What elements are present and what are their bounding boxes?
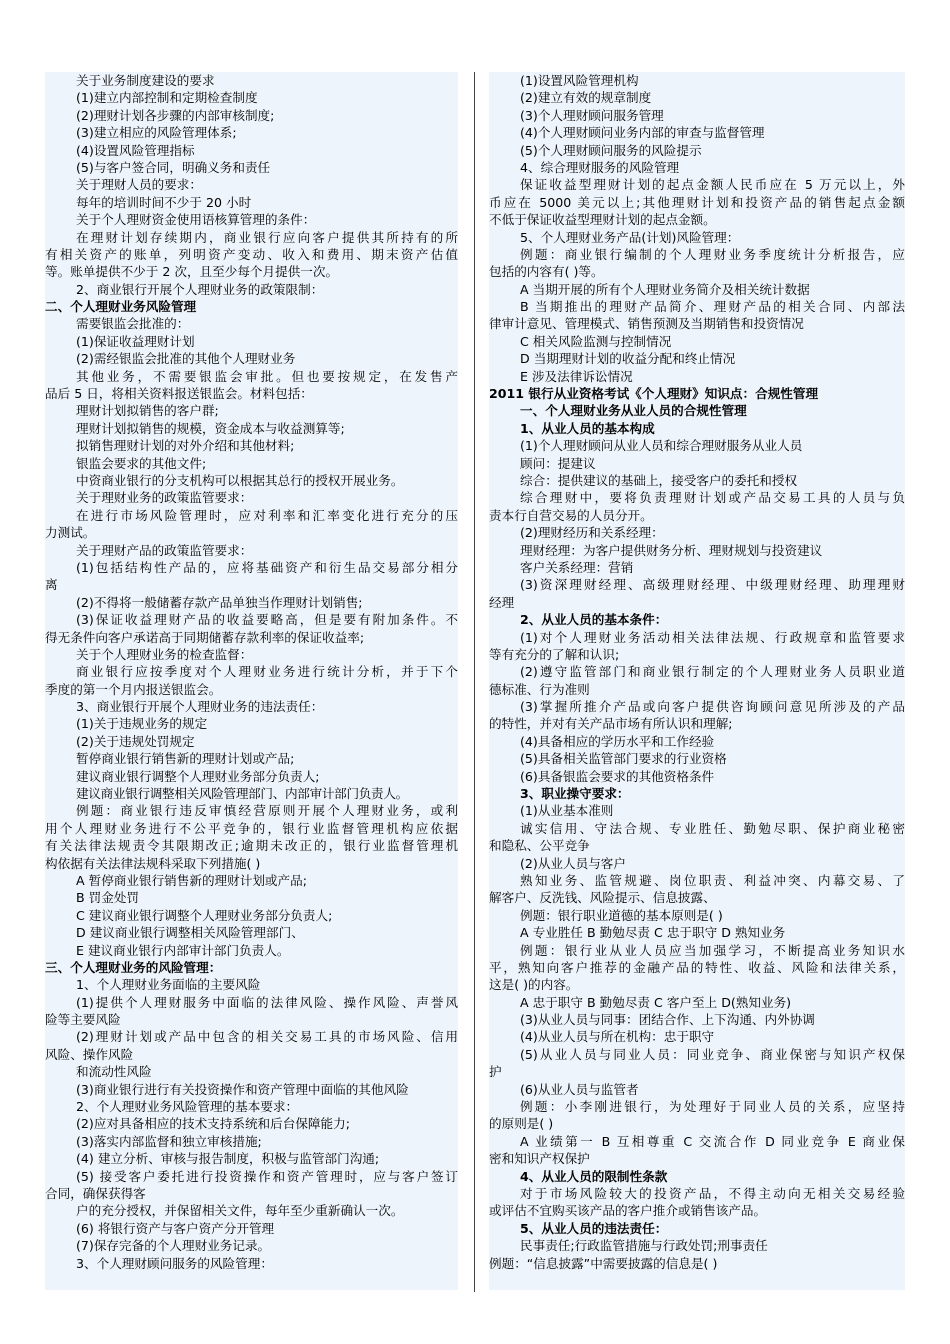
left-text-line: 力测试。 [45, 525, 96, 541]
left-text-line: (2)需经银监会批准的其他个人理财业务 [76, 351, 296, 367]
right-text-line: 1、从业人员的基本构成 [520, 420, 655, 436]
left-text-line: 理财计划拟销售的规模，资金成本与收益测算等; [76, 420, 345, 436]
right-text-line: 2011 银行从业资格考试《个人理财》知识点：合规性管理 [489, 386, 819, 402]
right-text-line: B 当期推出的理财产品简介、理财产品的相关合同、内部法 [520, 299, 905, 315]
left-text-line: 每年的培训时间不少于 20 小时 [76, 194, 252, 210]
right-text-line: 例题：商业银行编制的个人理财业务季度统计分析报告，应 [520, 246, 905, 262]
left-text-line: D 建议商业银行调整相关风险管理部门、 [76, 925, 304, 941]
right-text-line: (1)设置风险管理机构 [520, 73, 639, 88]
right-text-line: 币应在 5000 美元以上;其他理财计划和投资产品的销售起点金额 [489, 194, 905, 210]
right-column [489, 72, 905, 1290]
left-text-line: A 暂停商业银行销售新的理财计划或产品; [76, 872, 307, 888]
right-text-line: 的特性，并对有关产品市场有所认识和理解; [489, 716, 733, 732]
right-text-line: 5、个人理财业务产品(计划)风险管理： [520, 229, 740, 245]
right-text-line: (2)建立有效的规章制度 [520, 90, 652, 106]
left-text-line: 险等主要风险 [45, 1012, 121, 1028]
right-text-line: D 当期理财计划的收益分配和终止情况 [520, 351, 736, 367]
left-text-line: 关于业务制度建设的要求 [76, 73, 215, 88]
left-text-line: 关于理财产品的政策监管要求： [76, 542, 253, 558]
left-text-line: 户的充分授权，并保留相关文件，每年至少重新确认一次。 [76, 1203, 404, 1219]
right-text-line: A 当期开展的所有个人理财业务简介及相关统计数据 [520, 281, 810, 297]
left-text-line: 例题：商业银行违反审慎经营原则开展个人理财业务，或利 [76, 803, 458, 819]
right-text-line: A 业绩第一 B 互相尊重 C 交流合作 D 同业竞争 E 商业保 [520, 1133, 905, 1149]
left-text-line: 建议商业银行调整相关风险管理部门、内部审计部门负责人。 [76, 786, 408, 802]
right-text-line: 4、综合理财服务的风险管理 [520, 159, 680, 175]
left-text-line: (4) 建立分析、审核与报告制度，积极与监管部门沟通; [76, 1151, 380, 1167]
left-text-line: 需要银监会批准的： [76, 316, 190, 332]
left-text-line: 3、个人理财顾问服务的风险管理： [76, 1255, 273, 1271]
left-text-line: 在理财计划存续期内，商业银行应向客户提供其所持有的所 [76, 229, 458, 245]
left-text-line: (6) 将银行资产与客户资产分开管理 [76, 1220, 275, 1236]
left-text-line: 等。账单提供不少于 2 次，且至少每个月提供一次。 [45, 264, 339, 280]
left-text-line: 关于理财业务的政策监管要求： [76, 490, 253, 506]
left-text-line: 中资商业银行的分支机构可以根据其总行的授权开展业务。 [76, 472, 404, 488]
right-text-line: (4)具备相应的学历水平和工作经验 [520, 733, 715, 749]
right-text-line: (4)个人理财顾问业务内部的审查与监督管理 [520, 125, 765, 141]
right-text-line: 保证收益型理财计划的起点金额人民币应在 5 万元以上，外 [520, 177, 905, 193]
column-divider [474, 72, 475, 1292]
right-text-line: 经理 [489, 594, 515, 610]
right-text-line: 5、从业人员的违法责任： [520, 1220, 668, 1236]
right-text-line: 顾问：提建议 [520, 455, 596, 471]
left-text-line: 构依据有关法律法规科采取下列措施( ) [45, 855, 261, 871]
left-text-line: 品后 5 日，将相关资料报送银监会。材料包括： [45, 386, 313, 402]
right-text-line: (6)从业人员与监管者 [520, 1081, 639, 1097]
left-text-line: 季度的第一个月内报送银监会。 [45, 681, 222, 697]
right-text-line: A 专业胜任 B 勤勉尽责 C 忠于职守 D 熟知业务 [520, 925, 786, 941]
right-text-line: 客户关系经理：营销 [520, 559, 634, 575]
right-text-line: C 相关风险监测与控制情况 [520, 333, 672, 349]
left-text-line: 暂停商业银行销售新的理财计划或产品; [76, 751, 295, 767]
right-text-line: (5)从业人员与同业人员：同业竞争、商业保密与知识产权保 [520, 1046, 905, 1062]
right-text-line: 例题：小李刚进银行，为处理好于同业人员的关系，应坚持 [520, 1099, 905, 1115]
right-text-line: 或评估不宜购买该产品的客户推介或销售该产品。 [489, 1203, 767, 1219]
left-text-line: (1)包括结构性产品的，应将基础资产和衍生品交易部分相分 [76, 559, 458, 575]
right-text-line: 这是( )的内容。 [489, 977, 579, 993]
right-text-line: (3)资深理财经理、高级理财经理、中级理财经理、助理理财 [520, 577, 905, 593]
right-text-line: 责本行自营交易的人员分开。 [489, 507, 653, 523]
right-text-line: 例题：“信息披露”中需要披露的信息是( ) [489, 1255, 718, 1271]
left-text-line: 商业银行应按季度对个人理财业务进行统计分析，并于下个 [76, 664, 458, 680]
left-text-line: (4)设置风险管理指标 [76, 142, 195, 158]
left-text-line: 1、个人理财业务面临的主要风险 [76, 977, 261, 993]
left-text-line: 二、个人理财业务风险管理 [45, 299, 197, 315]
right-text-line: 诚实信用、守法合规、专业胜任、勤勉尽职、保护商业秘密 [520, 820, 905, 836]
right-text-line: 综合：提供建议的基础上，接受客户的委托和授权 [520, 472, 798, 488]
left-text-line: (1)建立内部控制和定期检查制度 [76, 90, 258, 106]
left-text-line: 关于个人理财业务的检查监督： [76, 646, 253, 662]
right-text-line: (3)掌握所推介产品或向客户提供咨询顾问意见所涉及的产品 [520, 699, 905, 715]
left-text-line: (3)商业银行进行有关投资操作和资产管理中面临的其他风险 [76, 1081, 409, 1097]
right-text-line: 等有充分的了解和认识; [489, 646, 620, 662]
left-text-line: B 罚金处罚 [76, 890, 140, 906]
left-text-line: (1)关于违规业务的规定 [76, 716, 208, 732]
left-column [45, 72, 458, 1290]
left-text-line: E 建议商业银行内部审计部门负责人。 [76, 942, 290, 958]
right-text-line: (3)个人理财顾问服务管理 [520, 107, 664, 123]
left-text-line: C 建议商业银行调整个人理财业务部分负责人; [76, 907, 333, 923]
left-text-line: (7)保存完备的个人理财业务记录。 [76, 1238, 271, 1254]
left-text-line: 有关法律法规责令其限期改正;逾期未改正的，银行业监督管理机 [45, 838, 458, 854]
left-text-line: (1)提供个人理财服务中面临的法律风险、操作风险、声誉风 [76, 994, 458, 1010]
right-text-line: 包括的内容有( )等。 [489, 264, 604, 280]
left-text-line: 用个人理财业务进行不公平竞争的，银行业监督管理机构应依据 [45, 820, 458, 836]
right-text-line: (2)从业人员与客户 [520, 855, 626, 871]
left-text-line: 建议商业银行调整个人理财业务部分负责人; [76, 768, 320, 784]
left-text-line: (1)保证收益理财计划 [76, 333, 195, 349]
right-text-line: 不低于保证收益型理财计划的起点金额。 [489, 212, 716, 228]
right-text-line: 的原则是( ) [489, 1116, 554, 1132]
left-text-line: (2)理财计划各步骤的内部审核制度; [76, 107, 275, 123]
right-text-line: (2)理财经历和关系经理： [520, 525, 664, 541]
left-text-line: (2)理财计划或产品中包含的相关交易工具的市场风险、信用 [76, 1029, 458, 1045]
left-text-line: 在进行市场风险管理时，应对利率和汇率变化进行充分的压 [76, 507, 458, 523]
right-text-line: 密和知识产权保护 [489, 1151, 590, 1167]
left-text-line: 2、个人理财业务风险管理的基本要求： [76, 1099, 299, 1115]
right-text-line: 解客户、反洗钱、风险提示、信息披露、 [489, 890, 716, 906]
left-text-line: 理财计划拟销售的客户群; [76, 403, 219, 419]
right-text-line: 2、从业人员的基本条件： [520, 612, 668, 628]
left-text-line: 三、个人理财业务的风险管理： [45, 959, 222, 975]
right-text-line: 对于市场风险较大的投资产品，不得主动向无相关交易经验 [520, 1186, 905, 1201]
left-text-line: 关于个人理财资金使用语核算管理的条件： [76, 212, 316, 228]
left-text-line: 合同，确保获得客 [45, 1186, 146, 1201]
left-text-line: (3)落实内部监督和独立审核措施; [76, 1133, 262, 1149]
right-text-line: (4)从业人员与所在机构：忠于职守 [520, 1029, 715, 1045]
right-text-line: (2)遵守监管部门和商业银行制定的个人理财业务人员职业道 [520, 664, 905, 680]
left-text-line: 2、商业银行开展个人理财业务的政策限制： [76, 281, 324, 297]
left-text-line: 得无条件向客户承诺高于同期储蓄存款利率的保证收益率; [45, 629, 365, 645]
right-text-line: 例题：银行职业道德的基本原则是( ) [520, 907, 723, 923]
right-text-line: (1)个人理财顾问从业人员和综合理财服务从业人员 [520, 438, 803, 454]
left-text-line: (3)保证收益理财产品的收益要略高，但是要有附加条件。不 [76, 612, 458, 628]
left-text-line: (3)建立相应的风险管理体系; [76, 125, 237, 141]
right-text-line: (6)具备银监会要求的其他资格条件 [520, 768, 715, 784]
left-text-line: (2)关于违规处罚规定 [76, 733, 195, 749]
left-text-line: 拟销售理财计划的对外介绍和其他材料; [76, 438, 295, 454]
right-text-line: 民事责任;行政监管措施与行政处罚;刑事责任 [520, 1238, 768, 1254]
left-text-line: 有相关资产的账单，列明资产变动、收入和费用、期末资产估值 [45, 246, 458, 262]
right-text-line: 和隐私、公平竞争 [489, 838, 590, 854]
right-text-line: 理财经理：为客户提供财务分析、理财规划与投资建议 [520, 542, 823, 558]
right-text-line: (5)具备相关监管部门要求的行业资格 [520, 751, 727, 767]
left-text-line: 关于理财人员的要求： [76, 177, 202, 193]
left-text-line: 离 [45, 577, 58, 593]
right-text-line: (5)个人理财顾问服务的风险提示 [520, 142, 702, 158]
left-text-line: 风险、操作风险 [45, 1046, 134, 1062]
right-text-line: 4、从业人员的限制性条款 [520, 1168, 668, 1184]
left-text-line: 其他业务，不需要银监会审批。但也要按规定，在发售产 [76, 368, 458, 384]
right-text-line: E 涉及法律诉讼情况 [520, 368, 633, 384]
right-text-line: 一、个人理财业务从业人员的合规性管理 [520, 403, 747, 419]
right-text-line: (3)从业人员与同事：团结合作、上下沟通、内外协调 [520, 1012, 815, 1028]
left-text-line: (5) 接受客户委托进行投资操作和资产管理时，应与客户签订 [76, 1168, 458, 1184]
left-text-line: (2)不得将一般储蓄存款产品单独当作理财计划销售; [76, 594, 363, 610]
left-text-line: 银监会要求的其他文件; [76, 455, 207, 471]
right-text-line: 德标准、行为准则 [489, 681, 590, 697]
right-text-line: 律审计意见、管理模式、销售预测及当期销售和投资情况 [489, 316, 804, 332]
right-text-line: 护 [489, 1064, 502, 1080]
right-text-line: (1)对个人理财业务活动相关法律法规、行政规章和监管要求 [520, 629, 905, 645]
right-text-line: 综合理财中，要将负责理财计划或产品交易工具的人员与负 [520, 490, 905, 506]
left-text-line: 和流动性风险 [76, 1064, 152, 1080]
right-text-line: (1)从业基本准则 [520, 803, 614, 819]
left-text-line: (5)与客户签合同，明确义务和责任 [76, 159, 271, 175]
right-text-line: A 忠于职守 B 勤勉尽责 C 客户至上 D(熟知业务) [520, 994, 792, 1010]
right-text-line: 3、职业操守要求： [520, 786, 630, 802]
right-text-line: 例题：银行业从业人员应当加强学习，不断提高业务知识水 [520, 942, 905, 958]
left-text-line: (2)应对具备相应的技术支持系统和后台保障能力; [76, 1116, 350, 1132]
left-text-line: 3、商业银行开展个人理财业务的违法责任： [76, 699, 324, 715]
right-text-line: 熟知业务、监管规避、岗位职责、利益冲突、内幕交易、了 [520, 872, 905, 888]
right-text-line: 平，熟知向客户推荐的金融产品的特性、收益、风险和法律关系， [489, 959, 905, 975]
